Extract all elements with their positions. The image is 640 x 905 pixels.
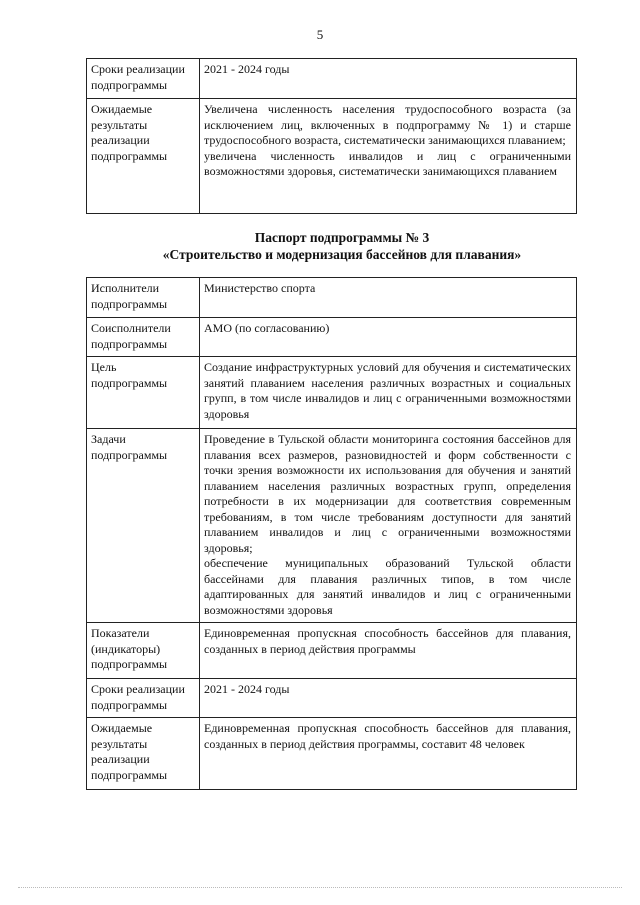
row-value bbox=[200, 718, 577, 790]
row-value bbox=[200, 278, 577, 318]
row-label: Исполнители подпрограммы bbox=[87, 278, 200, 318]
row-label: Ожидаемые результаты реализации подпрограммы bbox=[87, 99, 200, 214]
value-paragraph: обеспечение муниципальных образований Тульской области бассейнами для плавания различных типов, в том числе адаптированных для занятий инвалидов и лиц с ограниченными возможностями здоровья bbox=[204, 556, 571, 617]
row-value bbox=[200, 318, 577, 357]
value-paragraph: увеличена численность инвалидов и лиц с ограниченными возможностями здоровья, систематически занимающихся плаванием bbox=[204, 148, 571, 178]
row-label: Ожидаемые результаты реализации подпрограммы bbox=[87, 718, 200, 790]
table-row bbox=[87, 278, 577, 318]
row-label: Сроки реализации подпрограммы bbox=[87, 679, 200, 718]
table-row bbox=[87, 429, 577, 623]
page-number: 5 bbox=[316, 27, 324, 42]
row-value bbox=[200, 623, 577, 679]
heading-line-2: «Строительство и модернизация бассейнов для плавания» bbox=[162, 247, 522, 262]
value-paragraph: 2021 - 2024 годы bbox=[204, 682, 290, 696]
heading-line-1: Паспорт подпрограммы № 3 bbox=[254, 230, 430, 245]
row-value bbox=[200, 59, 577, 99]
table-row bbox=[87, 59, 577, 99]
row-label: Цель подпрограммы bbox=[87, 357, 200, 429]
main-table bbox=[86, 277, 577, 790]
value-paragraph: Единовременная пропускная способность бассейнов для плавания, созданных в период действия программы bbox=[204, 626, 571, 656]
value-paragraph: Создание инфраструктурных условий для обучения и систематических занятий плаванием населения различных возрастных и социальных групп, в том числе инвалидов и лиц с ограниченными возможностями здоровья bbox=[204, 360, 571, 421]
table-row bbox=[87, 99, 577, 214]
row-label: Соисполнители подпрограммы bbox=[87, 318, 200, 357]
value-paragraph: Единовременная пропускная способность бассейнов для плавания, созданных в период действия программы, составит 48 человек bbox=[204, 721, 571, 751]
value-paragraph: Министерство спорта bbox=[204, 281, 316, 295]
row-value bbox=[200, 357, 577, 429]
row-label: Задачи подпрограммы bbox=[87, 429, 200, 623]
table-row bbox=[87, 718, 577, 790]
value-paragraph: 2021 - 2024 годы bbox=[204, 62, 290, 76]
value-paragraph: АМО (по согласованию) bbox=[204, 321, 330, 335]
scan-artifact-line bbox=[18, 887, 622, 888]
row-value bbox=[200, 429, 577, 623]
table-row bbox=[87, 623, 577, 679]
section-heading bbox=[86, 229, 598, 263]
row-value bbox=[200, 99, 577, 214]
row-value bbox=[200, 679, 577, 718]
value-paragraph: Проведение в Тульской области мониторинга состояния бассейнов для плавания всех размеров, разновидностей и форм собственности с точки зрения возможности их использования для обучения и занятий плаванием населения различных возрастных групп, определения потребности в их модернизации для соответствия современным требованиям, в том числе требованиям доступности для занятий плаванием инвалидов и лиц с ограниченными возможностями здоровья; bbox=[204, 432, 571, 555]
table-row bbox=[87, 318, 577, 357]
top-table bbox=[86, 58, 577, 214]
table-row bbox=[87, 357, 577, 429]
row-label: Сроки реализации подпрограммы bbox=[87, 59, 200, 99]
value-paragraph: Увеличена численность населения трудоспособного возраста (за исключением лиц, включенных в подпрограмму № 1) и старше трудоспособного возраста, систематически занимающихся плаванием; bbox=[204, 102, 571, 147]
row-label: Показатели (индикаторы) подпрограммы bbox=[87, 623, 200, 679]
table-row bbox=[87, 679, 577, 718]
